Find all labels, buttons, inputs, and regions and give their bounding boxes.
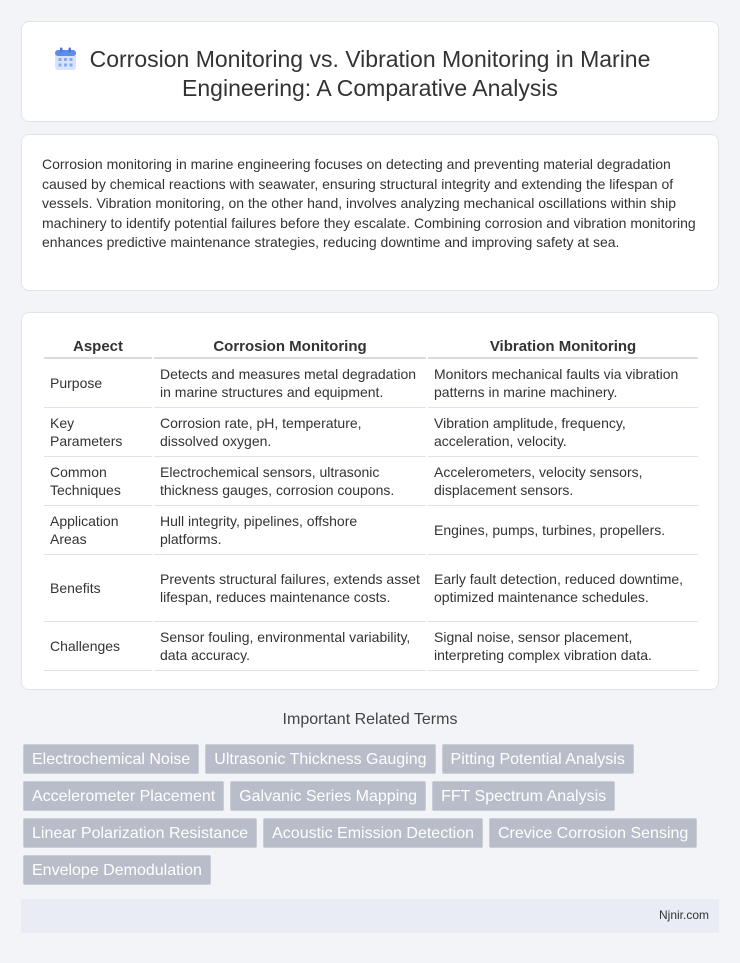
related-terms-list bbox=[23, 744, 703, 885]
vibration-cell: Accelerometers, velocity sensors, displacement sensors. bbox=[428, 457, 698, 506]
related-term-tag[interactable]: Electrochemical Noise bbox=[23, 744, 199, 774]
table-header-row bbox=[44, 333, 698, 359]
intro-paragraph: Corrosion monitoring in marine engineering focuses on detecting and preventing material degradation caused by chemical reactions with seawater, ensuring structural integrity and extending the lifespan of vessels. Vibration monitoring, on the other hand, involves analyzing mechanical oscillations within ship machinery to identify potential failures before they escalate. Combining corrosion and vibration monitoring enhances predictive maintenance strategies, reducing downtime and improving safety at sea. bbox=[42, 156, 696, 251]
related-term-tag[interactable]: Accelerometer Placement bbox=[23, 781, 224, 811]
vibration-cell: Vibration amplitude, frequency, acceleration, velocity. bbox=[428, 408, 698, 457]
corrosion-cell: Electrochemical sensors, ultrasonic thickness gauges, corrosion coupons. bbox=[154, 457, 426, 506]
aspect-cell: Key Parameters bbox=[44, 408, 152, 457]
corrosion-cell: Sensor fouling, environmental variability, data accuracy. bbox=[154, 622, 426, 671]
footer bbox=[21, 899, 719, 933]
table-row bbox=[44, 622, 698, 671]
vibration-cell: Monitors mechanical faults via vibration patterns in marine machinery. bbox=[428, 359, 698, 408]
vibration-cell: Early fault detection, reduced downtime, optimized maintenance schedules. bbox=[428, 555, 698, 622]
aspect-cell: Purpose bbox=[44, 359, 152, 408]
vibration-cell: Engines, pumps, turbines, propellers. bbox=[428, 506, 698, 555]
table-row bbox=[44, 457, 698, 506]
related-term-tag[interactable]: Ultrasonic Thickness Gauging bbox=[205, 744, 435, 774]
related-term-tag[interactable]: Linear Polarization Resistance bbox=[23, 818, 257, 848]
page-title: Corrosion Monitoring vs. Vibration Monitoring in Marine Engineering: A Comparative Analysis bbox=[89, 46, 651, 101]
corrosion-cell: Detects and measures metal degradation in marine structures and equipment. bbox=[154, 359, 426, 408]
related-term-tag[interactable]: Acoustic Emission Detection bbox=[263, 818, 483, 848]
related-terms-heading: Important Related Terms bbox=[282, 711, 458, 728]
related-term-tag[interactable]: FFT Spectrum Analysis bbox=[432, 781, 615, 811]
related-term-tag[interactable]: Pitting Potential Analysis bbox=[442, 744, 634, 774]
table-row bbox=[44, 408, 698, 457]
corrosion-cell: Hull integrity, pipelines, offshore platforms. bbox=[154, 506, 426, 555]
vibration-cell: Signal noise, sensor placement, interpreting complex vibration data. bbox=[428, 622, 698, 671]
aspect-cell: Common Techniques bbox=[44, 457, 152, 506]
corrosion-cell: Corrosion rate, pH, temperature, dissolved oxygen. bbox=[154, 408, 426, 457]
column-header-corrosion: Corrosion Monitoring bbox=[154, 333, 426, 359]
related-term-tag[interactable]: Envelope Demodulation bbox=[23, 855, 211, 885]
aspect-cell: Application Areas bbox=[44, 506, 152, 555]
related-term-tag[interactable]: Crevice Corrosion Sensing bbox=[489, 818, 697, 848]
column-header-aspect: Aspect bbox=[44, 333, 152, 359]
aspect-cell: Challenges bbox=[44, 622, 152, 671]
comparison-table bbox=[42, 333, 700, 671]
column-header-vibration: Vibration Monitoring bbox=[428, 333, 698, 359]
related-term-tag[interactable]: Galvanic Series Mapping bbox=[230, 781, 426, 811]
table-row bbox=[44, 359, 698, 408]
table-row bbox=[44, 555, 698, 622]
footer-brand-link[interactable]: Njnir.com bbox=[658, 908, 709, 922]
corrosion-cell: Prevents structural failures, extends asset lifespan, reduces maintenance costs. bbox=[154, 555, 426, 622]
comparison-table-card bbox=[21, 312, 719, 690]
intro-card bbox=[21, 134, 719, 291]
table-row bbox=[44, 506, 698, 555]
title-card bbox=[21, 21, 719, 122]
aspect-cell: Benefits bbox=[44, 555, 152, 622]
